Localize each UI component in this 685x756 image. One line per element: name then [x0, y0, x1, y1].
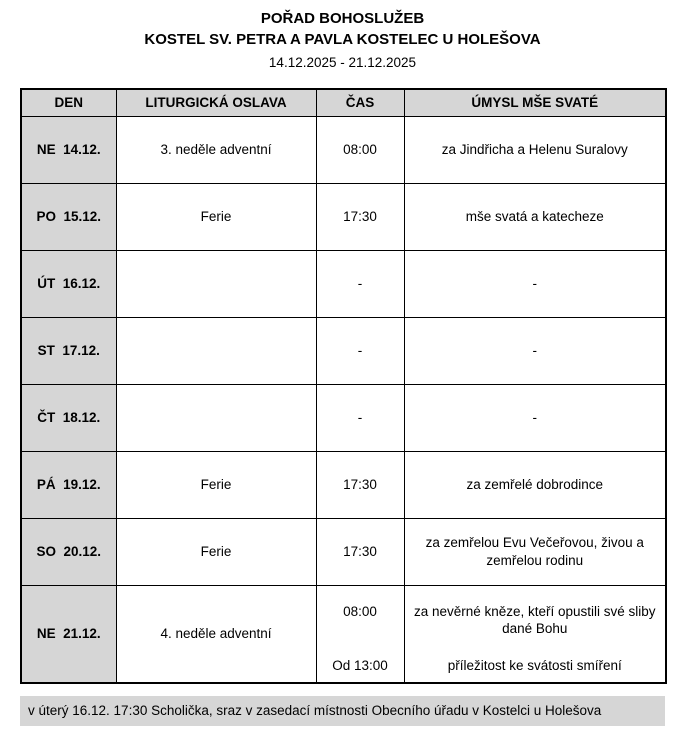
celebration-cell: Ferie	[116, 451, 316, 518]
intention-first: za nevěrné kněze, kteří opustili své sliby dané Bohu	[413, 603, 656, 637]
celebration-cell	[116, 384, 316, 451]
celebration-cell: 4. neděle adventní	[116, 585, 316, 683]
time-first: 08:00	[343, 603, 377, 619]
time-cell: 17:30	[316, 451, 404, 518]
celebration-cell	[116, 250, 316, 317]
time-cell: 17:30	[316, 183, 404, 250]
intention-cell: za zemřelé dobrodince	[404, 451, 666, 518]
intention-cell: za zemřelou Evu Večeřovou, živou a zemřelou rodinu	[404, 518, 666, 585]
intention-cell: -	[404, 317, 666, 384]
table-row	[21, 116, 666, 183]
page-title: POŘAD BOHOSLUŽEB	[260, 10, 425, 27]
time-cell: -	[316, 250, 404, 317]
footer-note: v úterý 16.12. 17:30 Scholička, sraz v zasedací místnosti Obecního úřadu v Kostelci u Holešova	[20, 696, 665, 726]
celebration-cell	[116, 317, 316, 384]
intention-cell: -	[404, 384, 666, 451]
day-cell: PO 15.12.	[21, 183, 116, 250]
table-row	[21, 183, 666, 250]
intention-cell: -	[404, 250, 666, 317]
col-header-celebration: LITURGICKÁ OSLAVA	[116, 89, 316, 117]
intention-cell	[404, 585, 666, 683]
table-header-row	[21, 89, 666, 117]
time-cell: -	[316, 384, 404, 451]
intention-stack	[410, 589, 661, 679]
header-block	[20, 8, 665, 72]
celebration-cell: Ferie	[116, 518, 316, 585]
time-cell: 08:00	[316, 116, 404, 183]
time-stack	[322, 589, 399, 679]
table-row	[21, 384, 666, 451]
intention-second: příležitost ke svátosti smíření	[447, 658, 622, 674]
table-row	[21, 317, 666, 384]
table-row	[21, 451, 666, 518]
table-row	[21, 518, 666, 585]
col-header-time: ČAS	[316, 89, 404, 117]
day-cell: NE 21.12.	[21, 585, 116, 683]
time-cell: 17:30	[316, 518, 404, 585]
time-second: Od 13:00	[332, 658, 388, 674]
intention-cell: mše svatá a katecheze	[404, 183, 666, 250]
celebration-cell: 3. neděle adventní	[116, 116, 316, 183]
time-cell: -	[316, 317, 404, 384]
day-cell: ST 17.12.	[21, 317, 116, 384]
intention-cell: za Jindřicha a Helenu Suralovy	[404, 116, 666, 183]
celebration-cell: Ferie	[116, 183, 316, 250]
table-row	[21, 250, 666, 317]
schedule-table	[20, 88, 667, 685]
col-header-intention: ÚMYSL MŠE SVATÉ	[404, 89, 666, 117]
day-cell: PÁ 19.12.	[21, 451, 116, 518]
day-cell: ÚT 16.12.	[21, 250, 116, 317]
time-cell	[316, 585, 404, 683]
day-cell: NE 14.12.	[21, 116, 116, 183]
col-header-day: DEN	[21, 89, 116, 117]
table-row	[21, 585, 666, 683]
day-cell: ČT 18.12.	[21, 384, 116, 451]
date-range: 14.12.2025 - 21.12.2025	[268, 55, 417, 70]
day-cell: SO 20.12.	[21, 518, 116, 585]
page-subtitle: KOSTEL SV. PETRA A PAVLA KOSTELEC U HOLEŠOVA	[144, 31, 541, 48]
